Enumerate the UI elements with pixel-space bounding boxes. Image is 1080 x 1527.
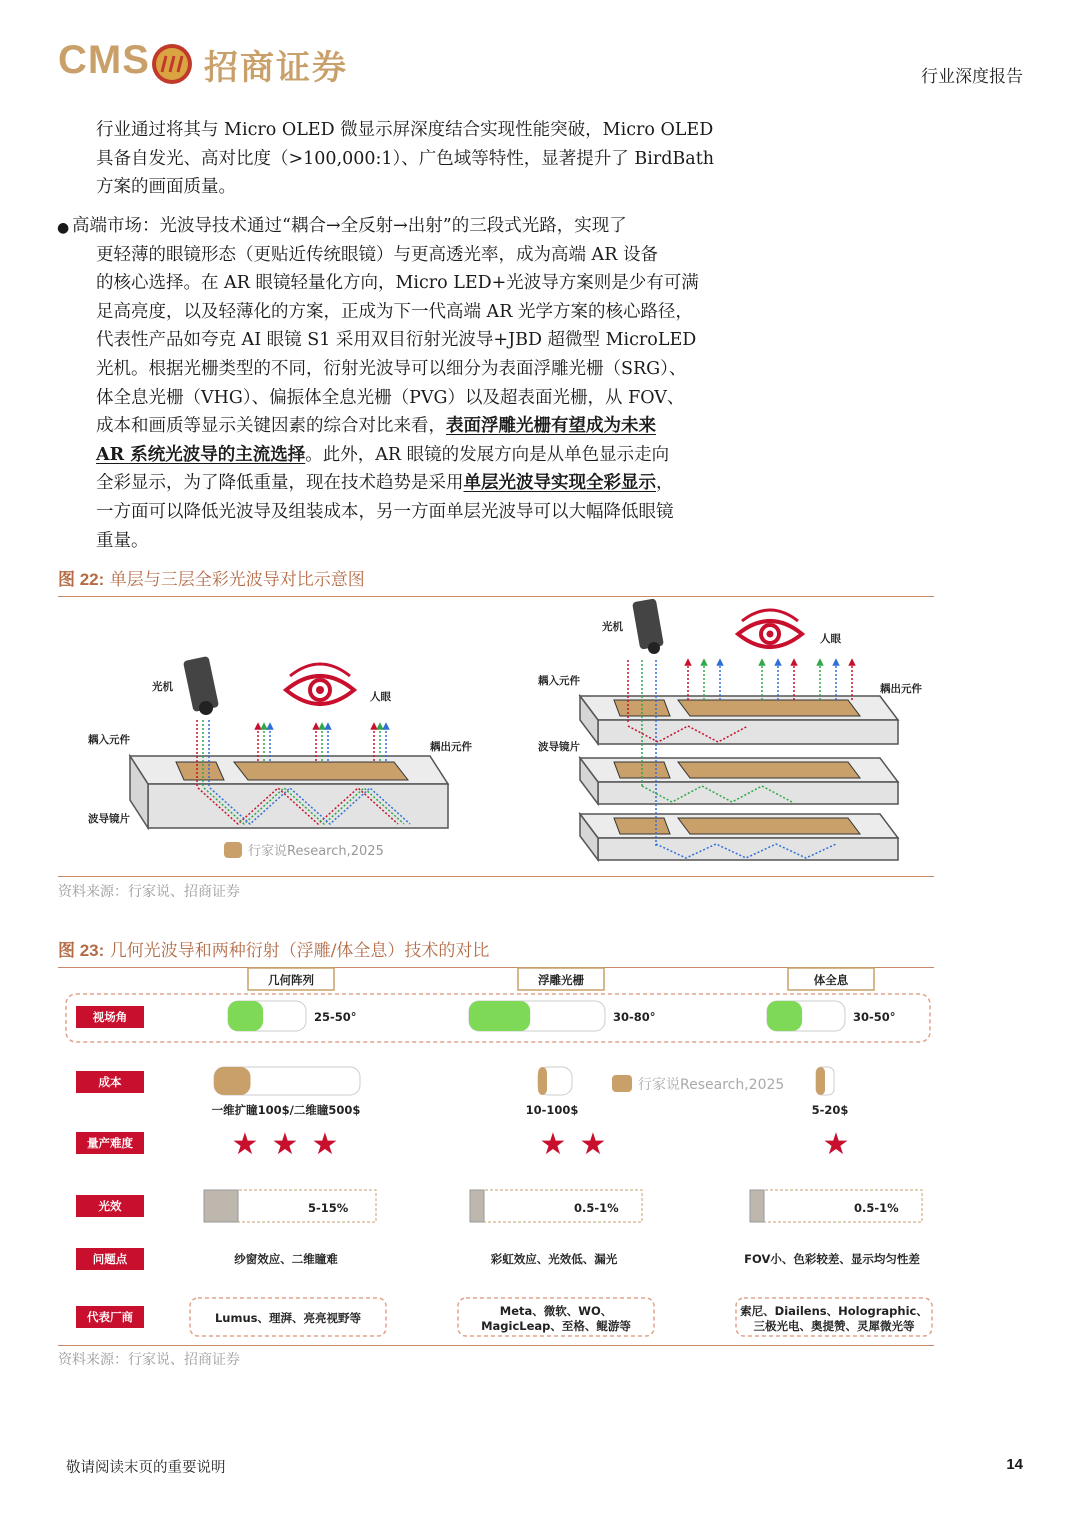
row-label: 问题点 <box>92 1252 128 1266</box>
vendor-value: Lumus、理湃、亮亮视野等 <box>214 1311 362 1325</box>
logo-text: CMS <box>58 38 150 82</box>
cost-bars <box>212 1067 849 1117</box>
projector-icon <box>183 656 219 715</box>
text-line: 具备自发光、高对比度（>100,000:1）、广色域等特性，显著提升了 BirdBath <box>96 148 714 169</box>
figure-22-bottom-rule <box>58 876 934 877</box>
footer-note: 敬请阅读末页的重要说明 <box>66 1460 226 1476</box>
projector-icon <box>632 598 664 654</box>
vendor-value: 三极光电、奥提赞、灵犀微光等 <box>753 1319 915 1333</box>
star-icon: ★ <box>539 1127 567 1162</box>
star-icon: ★ <box>231 1127 259 1162</box>
vendor-value: MagicLeap、至格、鲲游等 <box>481 1319 631 1333</box>
vendors-values <box>190 1298 932 1336</box>
text-line: 一方面可以降低光波导及组装成本，另一方面单层光波导可以大幅降低眼镜 <box>96 501 674 522</box>
text-line: 高端市场：光波导技术通过“耦合→全反射→出射”的三段式光路，实现了 <box>72 216 627 236</box>
difficulty-stars <box>232 1127 850 1162</box>
row-labels <box>76 1006 144 1328</box>
efficiency-bars <box>204 1190 922 1222</box>
text-line: 重量。 <box>96 530 149 551</box>
efficiency-value: 5-15% <box>308 1201 349 1215</box>
report-type: 行业深度报告 <box>921 67 1023 87</box>
column-header: 体全息 <box>813 973 849 987</box>
vendor-value: Meta、微软、WO、 <box>499 1304 613 1318</box>
row-label: 光效 <box>98 1199 122 1213</box>
fov-value: 30-50° <box>853 1010 896 1024</box>
fov-bars <box>228 1001 896 1031</box>
vendor-value: 索尼、Diailens、Holographic、 <box>740 1304 928 1318</box>
figure-number: 图 22: <box>58 570 105 589</box>
three-layer-diagram <box>538 598 922 860</box>
text-line: 光机。根据光栅类型的不同，衍射光波导可以细分为表面浮雕光栅（SRG）、 <box>96 358 687 379</box>
text-line <box>96 469 718 498</box>
text-line <box>96 441 718 470</box>
watermark-text: 行家说Research,2025 <box>248 844 384 859</box>
fov-value: 30-80° <box>613 1010 656 1024</box>
star-icon: ★ <box>271 1127 299 1162</box>
star-icon: ★ <box>311 1127 339 1162</box>
text-span: 全彩显示，为了降低重量，现在技术趋势是采用 <box>96 473 464 494</box>
in-coupler-label: 耦入元件 <box>538 675 580 687</box>
text-span: ， <box>656 473 674 494</box>
projector-label: 光机 <box>152 681 173 693</box>
issue-value: FOV小、色彩较差、显示均匀性差 <box>744 1252 920 1266</box>
text-line: 体全息光栅（VHG）、偏振体全息光栅（PVG）以及超表面光栅，从 FOV、 <box>96 387 685 408</box>
figure-23-bottom-rule <box>58 1345 934 1346</box>
projector-label: 光机 <box>602 621 623 633</box>
figure-number: 图 23: <box>58 941 105 960</box>
watermark <box>612 1075 784 1093</box>
star-icon: ★ <box>579 1127 607 1162</box>
watermark-text: 行家说Research,2025 <box>638 1077 785 1093</box>
figure-23-source: 资料来源：行家说、招商证券 <box>58 1352 240 1368</box>
eye-icon <box>738 610 802 647</box>
cost-value: 5-20$ <box>811 1103 849 1117</box>
waveguide-diagram <box>58 596 934 874</box>
text-span: 成本和画质等显示关键因素的综合对比来看， <box>96 416 446 437</box>
issue-value: 纱窗效应、二维瞳难 <box>234 1252 338 1266</box>
row-label: 代表厂商 <box>87 1310 133 1324</box>
fov-value: 25-50° <box>314 1010 357 1024</box>
cms-logo <box>58 38 358 90</box>
intro-paragraph <box>96 116 718 202</box>
figure-22-source: 资料来源：行家说、招商证券 <box>58 884 240 900</box>
in-coupler-label: 耦入元件 <box>88 734 130 746</box>
issue-value: 彩虹效应、光效低、漏光 <box>490 1252 618 1266</box>
text-line: 的核心选择。在 AR 眼镜轻量化方向，Micro LED+光波导方案则是少有可满 <box>96 273 699 294</box>
text-line: 更轻薄的眼镜形态（更贴近传统眼镜）与更高透光率，成为高端 AR 设备 <box>96 244 658 265</box>
text-span: 。此外，AR 眼镜的发展方向是从单色显示走向 <box>305 444 670 465</box>
eye-label: 人眼 <box>370 691 391 703</box>
text-line: 代表性产品如夸克 AI 眼镜 S1 采用双目衍射光波导+JBD 超微型 MicroLED <box>96 330 697 351</box>
eye-icon <box>286 664 354 704</box>
logo-emblem-icon <box>150 42 194 86</box>
column-header: 浮雕光栅 <box>538 973 584 987</box>
figure-title: 单层与三层全彩光波导对比示意图 <box>109 570 365 590</box>
bullet-paragraph <box>72 212 718 241</box>
row-label: 视场角 <box>92 1010 128 1024</box>
out-coupler-label: 耦出元件 <box>880 683 922 695</box>
out-coupler-label: 耦出元件 <box>430 741 472 753</box>
row-label: 成本 <box>98 1075 122 1089</box>
single-layer-diagram <box>88 656 472 859</box>
emphasis-text: AR 系统光波导的主流选择 <box>96 444 306 465</box>
cost-value: 10-100$ <box>525 1103 579 1117</box>
efficiency-value: 0.5-1% <box>854 1201 899 1215</box>
eye-label: 人眼 <box>820 633 841 645</box>
emphasis-text: 表面浮雕光栅有望成为未来 <box>446 416 656 437</box>
column-headers <box>248 968 874 990</box>
figure-title: 几何光波导和两种衍射（浮雕/体全息）技术的对比 <box>109 941 490 961</box>
text-line: 方案的画面质量。 <box>96 177 236 198</box>
row-label: 量产难度 <box>87 1136 133 1150</box>
waveguide-label: 波导镜片 <box>88 813 130 825</box>
cost-value: 一维扩瞳100$/二维瞳500$ <box>211 1103 361 1117</box>
watermark <box>224 842 384 859</box>
logo-cn: 招商证券 <box>204 48 348 88</box>
star-icon: ★ <box>822 1127 850 1162</box>
column-header: 几何阵列 <box>268 973 314 987</box>
text-line: 足高亮度，以及轻薄化的方案，正成为下一代高端 AR 光学方案的核心路径， <box>96 301 693 322</box>
comparison-table <box>58 964 938 1344</box>
figure-22-caption <box>58 565 934 597</box>
waveguide-label: 波导镜片 <box>538 741 580 753</box>
bullet-paragraph-body <box>96 241 718 556</box>
text-line <box>96 412 718 441</box>
page-number: 14 <box>1006 1456 1023 1473</box>
efficiency-value: 0.5-1% <box>574 1201 619 1215</box>
bullet-marker: ● <box>57 220 70 236</box>
emphasis-text: 单层光波导实现全彩显示 <box>463 473 656 494</box>
text-line: 行业通过将其与 Micro OLED 微显示屏深度结合实现性能突破，Micro OLED <box>96 120 714 140</box>
issues-values <box>234 1252 920 1266</box>
